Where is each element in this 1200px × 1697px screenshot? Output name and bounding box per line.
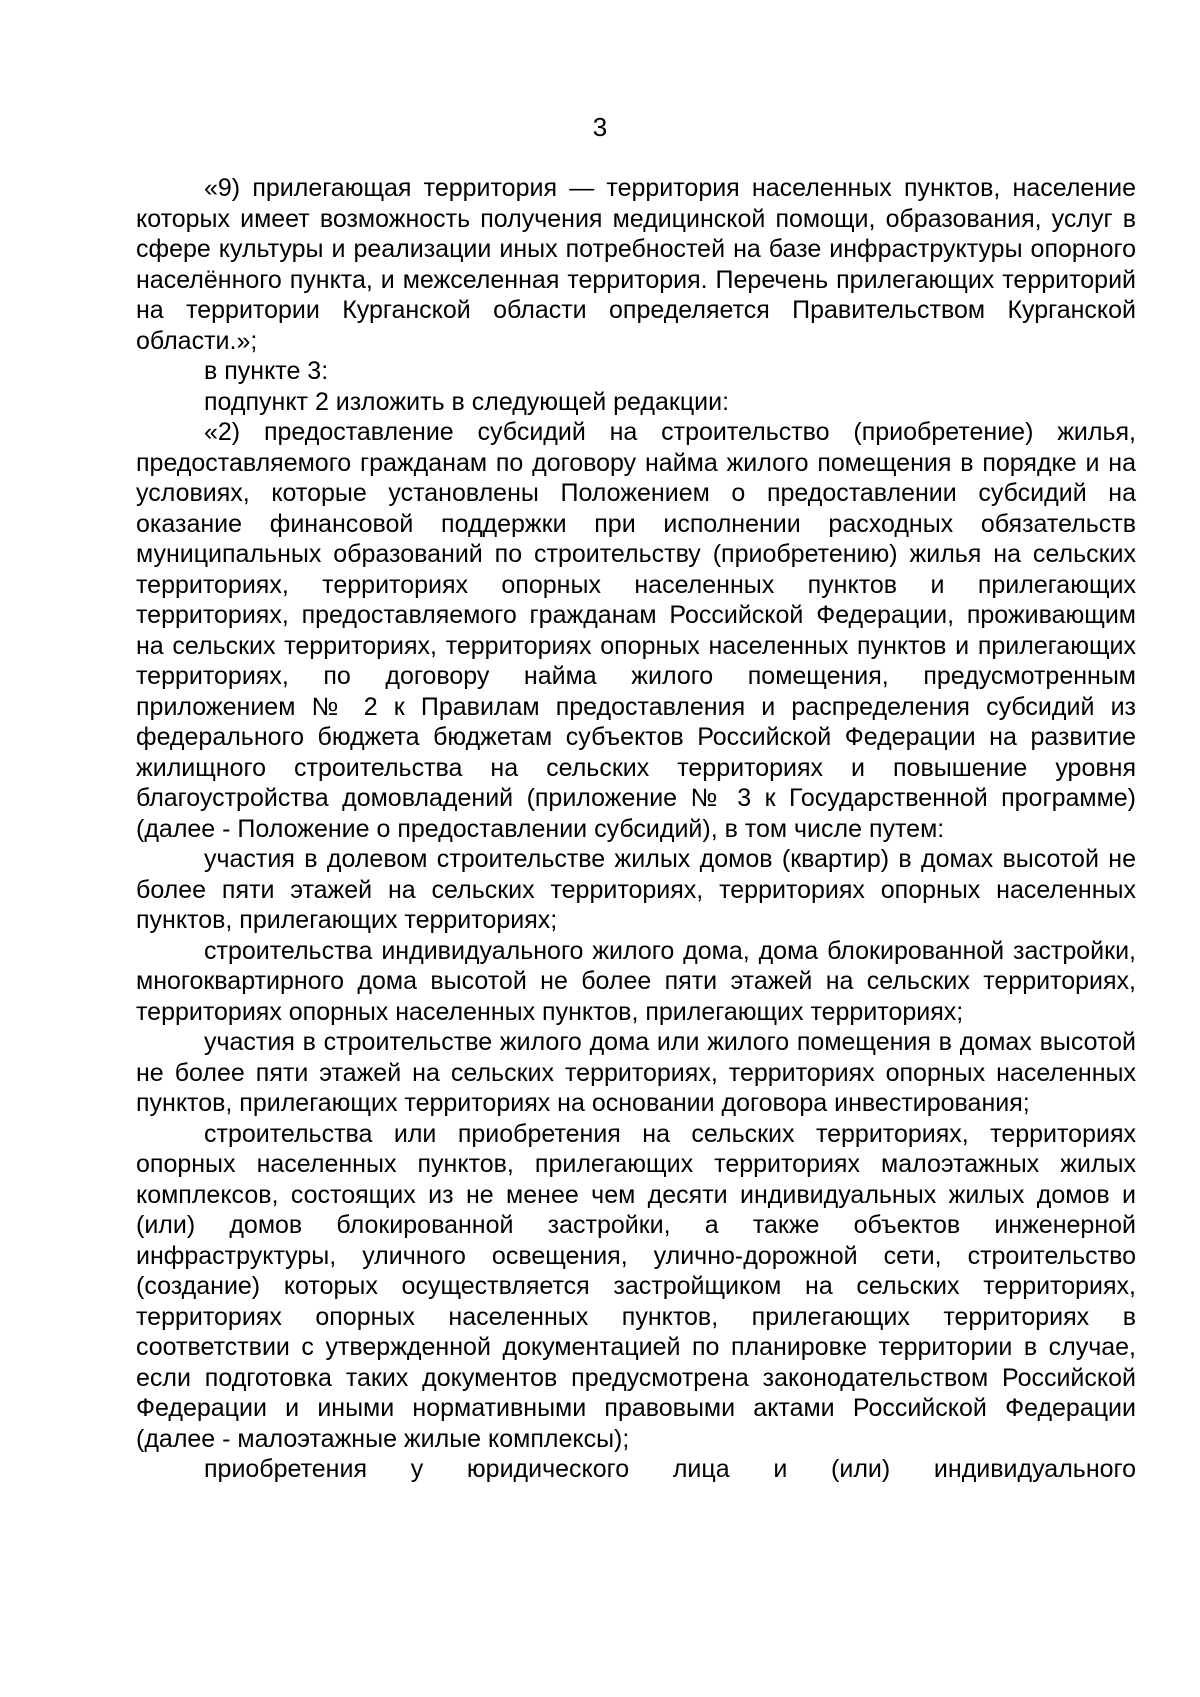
paragraph-definition-adjacent-territory: «9) прилегающая территория — территория населенных пунктов, население которых имеет возможность получения медицинской помощи, образования, услуг в сфере культуры и реализации иных потребностей на базе инфраструктуры опорного населённого пункта, и межселенная территория. Перечень прилегающих территорий на территории Курганской области определяется Правительством Курганской области.»; <box>136 174 1136 355</box>
paragraph-investment-construction: участия в строительстве жилого дома или жилого помещения в домах высотой не более пяти этажей на сельских территориях, территориях опорных населенных пунктов, прилегающих территориях на основании договора инвестирования; <box>136 1028 1136 1117</box>
paragraph-subpoint-2-intro: подпункт 2 изложить в следующей редакции: <box>204 387 730 416</box>
paragraph-subpoint-2-text: «2) предоставление субсидий на строительство (приобретение) жилья, предоставляемого гражданам по договору найма жилого помещения в порядке и на условиях, которые установлены Положением о предоставлении субсидий на оказание финансовой поддержки при исполнении расходных обязательств муниципальных образований по строительству (приобретению) жилья на сельских территориях, территориях опорных населенных пунктов и прилегающих территориях, предоставляемого гражданам Российской Федерации, проживающим на сельских территориях, территориях опорных населенных пунктов и прилегающих территориях, по договору найма жилого помещения, предусмотренным приложением № 2 к Правилам предоставления и распределения субсидий из федерального бюджета бюджетам субъектов Российской Федерации на развитие жилищного строительства на сельских территориях и повышение уровня благоустройства домовладений (приложение № 3 к Государственной программе) (далее - Положение о предоставлении субсидий), в том числе путем: <box>136 418 1136 843</box>
paragraph-individual-house-construction: строительства индивидуального жилого дома, дома блокированной застройки, многоквартирного дома высотой не более пяти этажей на сельских территориях, территориях опорных населенных пунктов, прилегающих территориях; <box>136 936 1136 1026</box>
page-number: 3 <box>592 112 608 142</box>
paragraph-in-point-3: в пункте 3: <box>204 357 329 385</box>
paragraph-low-rise-complexes: строительства или приобретения на сельских территориях, территориях опорных населенных пунктов, прилегающих территориях малоэтажных жилых комплексов, состоящих из не менее чем десяти индивидуальных жилых домов и (или) домов блокированной застройки, а также объектов инженерной инфраструктуры, уличного освещения, улично-дорожной сети, строительство (создание) которых осуществляется застройщиком на сельских территориях, территориях опорных населенных пунктов, прилегающих территориях в соответствии с утвержденной документацией по планировке территории в случае, если подготовка таких документов предусмотрена законодательством Российской Федерации и иными нормативными правовыми актами Российской Федерации (далее - малоэтажные жилые комплексы); <box>136 1119 1136 1453</box>
paragraph-acquisition-last-line: приобретения у юридического лица и (или) индивидуального <box>204 1455 1136 1483</box>
paragraph-shared-construction: участия в долевом строительстве жилых домов (квартир) в домах высотой не более пяти этажей на сельских территориях, территориях опорных населенных пунктов, прилегающих территориях; <box>136 845 1136 934</box>
document-body <box>136 173 1136 1485</box>
